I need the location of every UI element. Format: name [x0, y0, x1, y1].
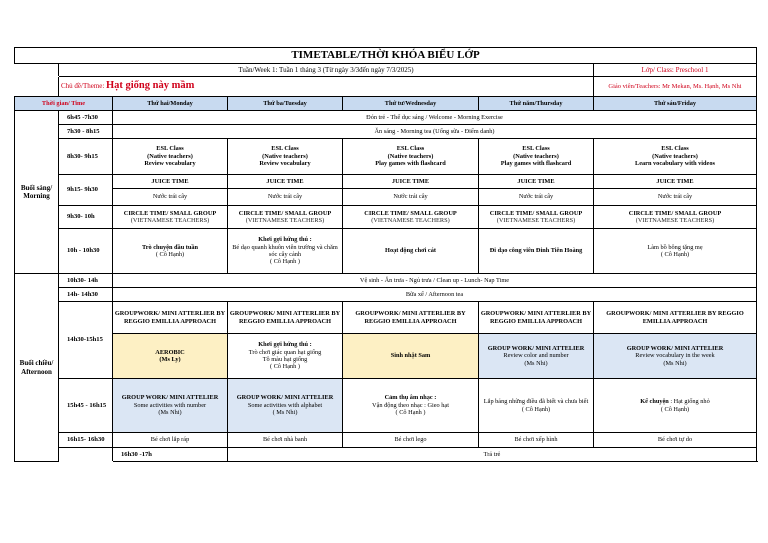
activity-cell: Ăn sáng - Morning tea (Uống sữa - Điểm danh) [113, 125, 757, 139]
activity-cell: Khơi gợi hứng thú : Bé dạo quanh khuôn viên trường và chăm sóc cây cảnh ( Cô Hạnh ) [228, 229, 343, 274]
activity-cell: Vệ sinh - Ăn trưa - Ngủ trưa / Clean up - Lunch- Nap Time [113, 274, 757, 288]
groupwork-cell: GROUPWORK/ MINI ATTERLIER BY REGGIO EMILLIA APPROACH [113, 302, 228, 334]
juice-cell: JUICE TIME [228, 175, 343, 189]
juice-cell: JUICE TIME [594, 175, 757, 189]
time-cell: 16h15- 16h30 [59, 433, 113, 448]
activity-cell: Làm bồ bông tặng mẹ ( Cô Hạnh) [594, 229, 757, 274]
fruit-cell: Nước trái cây [479, 189, 594, 206]
blank-cell [59, 448, 113, 462]
blank-cell [15, 64, 59, 77]
esl-cell: ESL Class (Native teachers) Play games with flashcard [343, 139, 479, 175]
teachers-info: Giáo viên/Teachers: Mr Mekan, Ms. Hạnh, Ms Nhi [594, 77, 757, 97]
time-cell: 6h45 -7h30 [59, 111, 113, 125]
time-cell: 10h - 10h30 [59, 229, 113, 274]
groupwork-cell: GROUPWORK/ MINI ATTERLIER BY REGGIO EMILLIA APPROACH [594, 302, 757, 334]
blank-cell [15, 77, 59, 97]
activity-cell: Bữa xế / Afternoon tea [113, 288, 757, 302]
time-cell: 14h30-15h15 [59, 302, 113, 379]
header-monday: Thứ hai/Monday [113, 97, 228, 111]
time-cell: 9h15- 9h30 [59, 175, 113, 206]
esl-cell: ESL Class (Native teachers) Play games with flashcard [479, 139, 594, 175]
theme-value: Hạt giống này mầm [105, 80, 195, 92]
play-cell: Bé chơi lego [343, 433, 479, 448]
timetable-page [14, 47, 756, 462]
juice-cell: JUICE TIME [343, 175, 479, 189]
play-cell: Bé chơi xếp hình [479, 433, 594, 448]
time-cell: 15h45 - 16h15 [59, 379, 113, 433]
groupwork-cell: GROUPWORK/ MINI ATTERLIER BY REGGIO EMILLIA APPROACH [479, 302, 594, 334]
header-tuesday: Thứ ba/Tuesday [228, 97, 343, 111]
attelier-cell: GROUP WORK/ MINI ATTELIER Some activities with number (Ms Nhi) [113, 379, 228, 433]
theme-label: Chủ đề/Theme: [61, 82, 105, 91]
activity-cell: Khơi gợi hứng thú : Trò chơi giác quan hạt giống Tô màu hạt giống ( Cô Hạnh ) [228, 334, 343, 379]
timetable [14, 47, 757, 462]
attelier-cell: GROUP WORK/ MINI ATTELIER Review vocabulary in the week (Ms Nhi) [594, 334, 757, 379]
time-cell: 9h30- 10h [59, 206, 113, 229]
play-cell: Bé chơi nhà banh [228, 433, 343, 448]
juice-cell: JUICE TIME [479, 175, 594, 189]
fruit-cell: Nước trái cây [343, 189, 479, 206]
attelier-cell: GROUP WORK/ MINI ATTELIER Some activities with alphabet ( Ms Nhi) [228, 379, 343, 433]
time-cell: 10h30- 14h [59, 274, 113, 288]
play-cell: Bé chơi tự do [594, 433, 757, 448]
header-time: Thời gian/ Time [15, 97, 113, 111]
activity-cell: Lắp bảng những điều đã biết và chưa biết ( Cô Hạnh) [479, 379, 594, 433]
circle-cell: CIRCLE TIME/ SMALL GROUP (VIETNAMESE TEACHERS) [479, 206, 594, 229]
circle-cell: CIRCLE TIME/ SMALL GROUP (VIETNAMESE TEACHERS) [594, 206, 757, 229]
play-cell: Bé chơi lắp ráp [113, 433, 228, 448]
groupwork-cell: GROUPWORK/ MINI ATTERLIER BY REGGIO EMILLIA APPROACH [228, 302, 343, 334]
esl-cell: ESL Class (Native teachers) Review vocabulary [113, 139, 228, 175]
activity-cell: Trò chuyện đầu tuần ( Cô Hạnh) [113, 229, 228, 274]
theme-cell [59, 77, 594, 97]
fruit-cell: Nước trái cây [228, 189, 343, 206]
class-info: Lớp/ Class: Preschool 1 [594, 64, 757, 77]
activity-cell: Trả trẻ [228, 448, 757, 462]
activity-cell: Hoạt động chơi cát [343, 229, 479, 274]
fruit-cell: Nước trái cây [594, 189, 757, 206]
time-cell: 7h30 - 8h15 [59, 125, 113, 139]
circle-cell: CIRCLE TIME/ SMALL GROUP (VIETNAMESE TEACHERS) [113, 206, 228, 229]
groupwork-cell: GROUPWORK/ MINI ATTERLIER BY REGGIO EMILLIA APPROACH [343, 302, 479, 334]
fruit-cell: Nước trái cây [113, 189, 228, 206]
time-cell: 16h30 -17h [113, 448, 228, 462]
afternoon-label: Buổi chiều/ Afternoon [15, 274, 59, 462]
circle-cell: CIRCLE TIME/ SMALL GROUP (VIETNAMESE TEACHERS) [228, 206, 343, 229]
music-cell: Cảm thụ âm nhạc : Vận động theo nhạc : Gieo hạt ( Cô Hạnh ) [343, 379, 479, 433]
timetable-title: TIMETABLE/THỜI KHÓA BIỂU LỚP [15, 48, 757, 64]
birthday-cell: Sinh nhật Sam [343, 334, 479, 379]
morning-label: Buổi sáng/ Morning [15, 111, 59, 274]
week-info: Tuần/Week 1: Tuần 1 tháng 3 (Từ ngày 3/3đến ngày 7/3/2025) [59, 64, 594, 77]
header-wednesday: Thứ tư/Wednesday [343, 97, 479, 111]
story-cell: Kể chuyện : Hạt giống nhỏ ( Cô Hạnh) [594, 379, 757, 433]
attelier-cell: GROUP WORK/ MINI ATTELIER Review color and number (Ms Nhi) [479, 334, 594, 379]
circle-cell: CIRCLE TIME/ SMALL GROUP (VIETNAMESE TEACHERS) [343, 206, 479, 229]
activity-cell: Đi dạo công viên Đinh Tiên Hoàng [479, 229, 594, 274]
juice-cell: JUICE TIME [113, 175, 228, 189]
activity-cell: Đón trẻ - Thể dục sáng / Welcome - Morning Exercise [113, 111, 757, 125]
esl-cell: ESL Class (Native teachers) Review vocabulary [228, 139, 343, 175]
esl-cell: ESL Class (Native teachers) Learn vocabulary with videos [594, 139, 757, 175]
time-cell: 14h- 14h30 [59, 288, 113, 302]
header-friday: Thứ sáu/Friday [594, 97, 757, 111]
time-cell: 8h30- 9h15 [59, 139, 113, 175]
aerobic-cell: AEROBIC (Ms Ly) [113, 334, 228, 379]
header-thursday: Thứ năm/Thursday [479, 97, 594, 111]
